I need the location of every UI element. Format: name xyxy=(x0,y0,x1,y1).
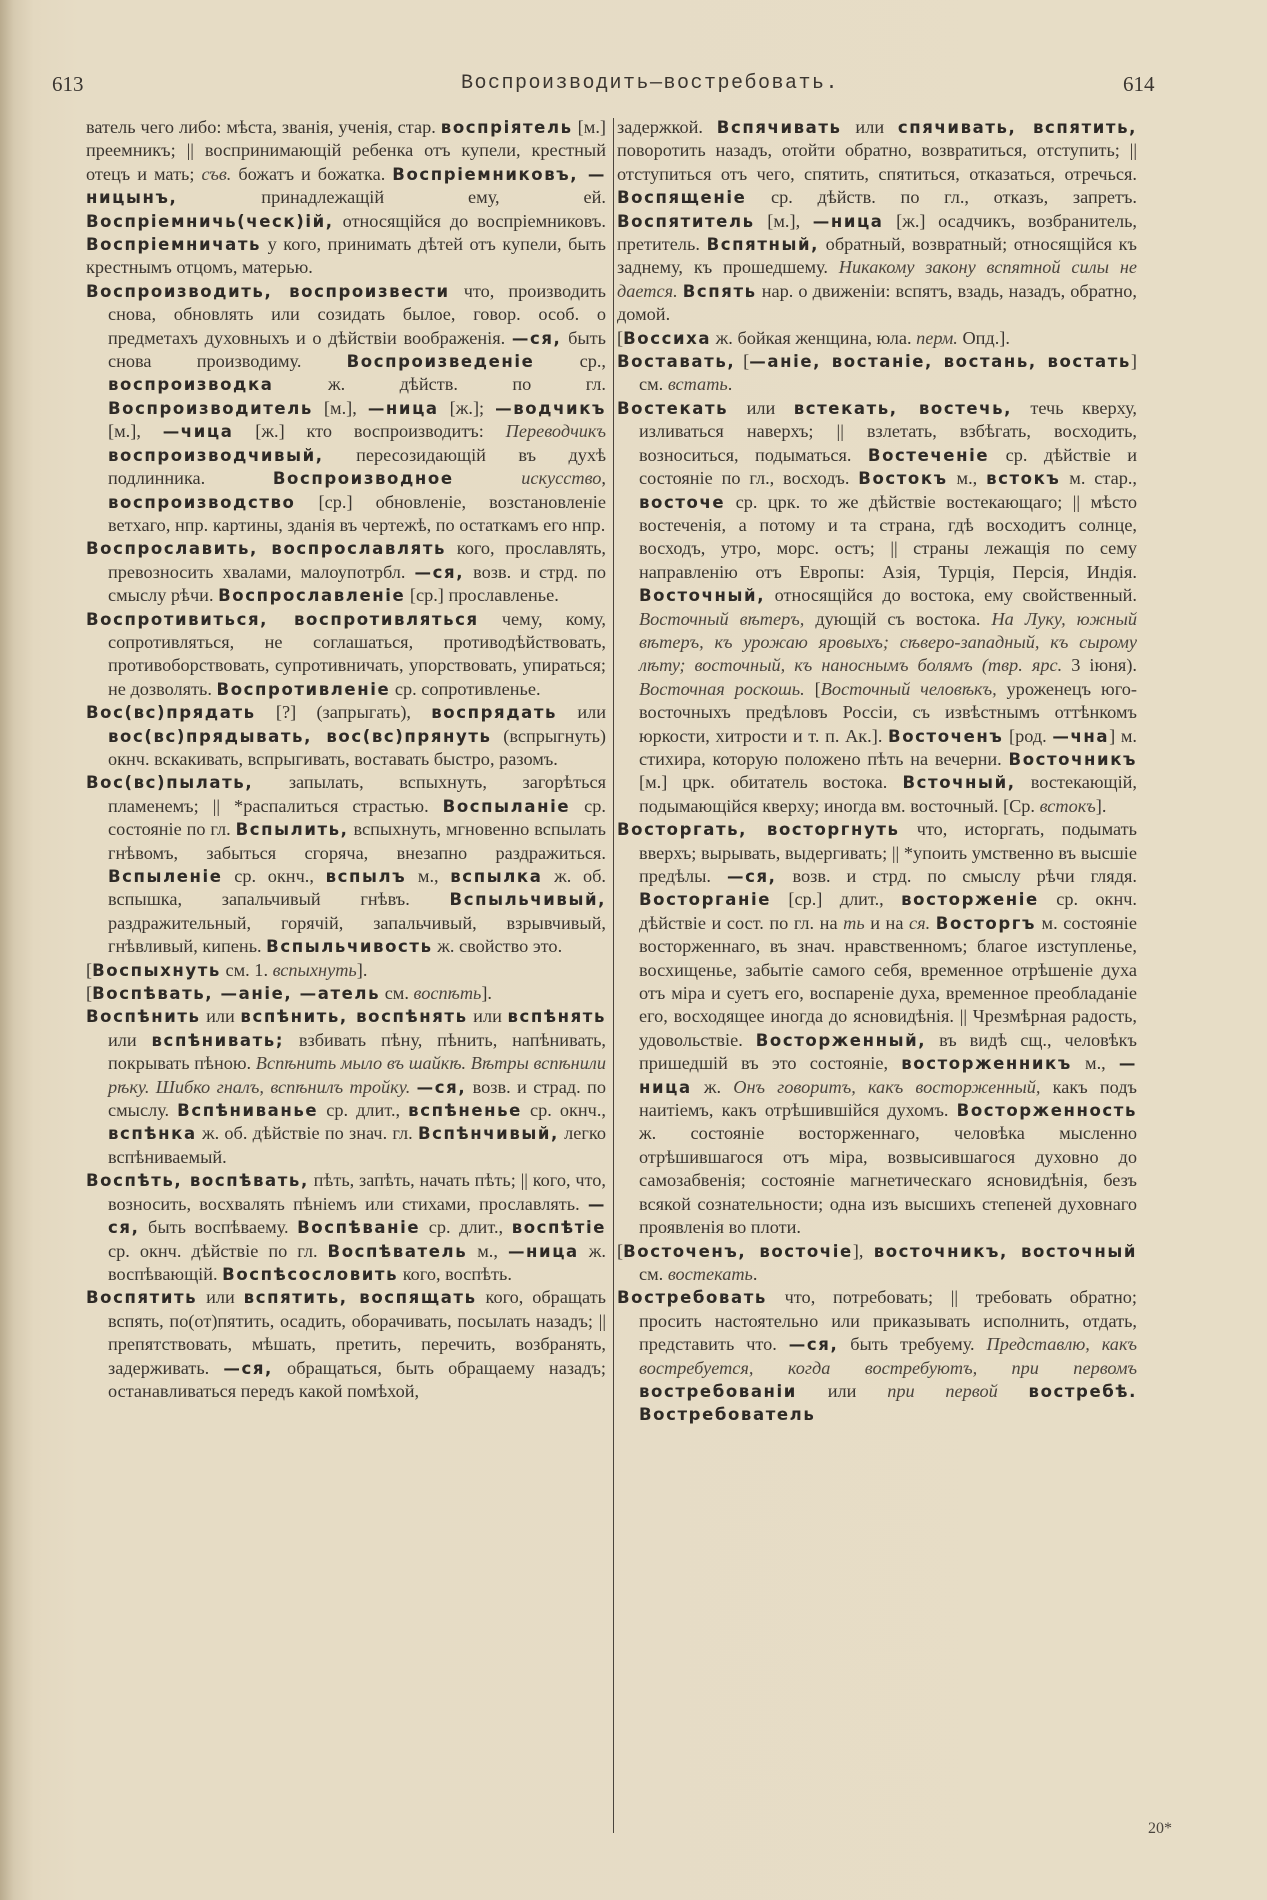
page-number-left: 613 xyxy=(52,72,84,96)
dictionary-entry xyxy=(86,1169,606,1286)
left-column xyxy=(86,116,606,1403)
headword: восточе xyxy=(639,492,726,512)
definition-text: см. 1. xyxy=(220,959,273,980)
definition-text: возв. и стрд. по смыслу рѣчи. xyxy=(108,561,606,606)
definition-text: ж. свойство это. xyxy=(432,936,563,957)
headword: встекать, востечь, xyxy=(793,398,1012,418)
headword: Воспѣвать, —аніе, —атель xyxy=(92,984,381,1004)
dictionary-entry xyxy=(86,701,606,771)
headword: Восточенъ, восточіе xyxy=(623,1241,853,1261)
definition-text: ж. состояніе восторженнаго, человѣка мысленно отрѣшившагося отъ міра, возвысившагося духовно до самозабвенія; состояніе магнетическаго ясновидѣнія, безъ всякой сознательности; одна изъ высшихъ степеней духовнаго проявленія во плоти. xyxy=(639,1123,1137,1238)
headword: воспѣтіе xyxy=(511,1218,606,1238)
definition-text: относящійся до востока, ему свойственный. xyxy=(765,585,1137,606)
definition-text: см. xyxy=(380,983,414,1004)
headword: воспроизводчивый, xyxy=(108,445,324,465)
definition-text: ж. воспѣвающій. xyxy=(108,1240,606,1284)
definition-text: или xyxy=(728,397,794,418)
definition-text: [?] (запрыгать), xyxy=(255,702,432,723)
definition-text: [ xyxy=(735,351,750,372)
headword: Востребователь xyxy=(639,1405,816,1425)
headword: Восторженный, xyxy=(755,1030,927,1050)
definition-text: ватель чего либо: мѣста, званія, ученія, стар. xyxy=(86,117,441,137)
definition-text: ], xyxy=(852,1240,874,1261)
italic-example: Вспѣнить мыло въ шайкѣ. Вѣтры вспѣнили рѣку. Шибко гналъ, вспѣнилъ тройку. xyxy=(108,1053,606,1097)
dictionary-entry xyxy=(86,1005,606,1169)
headword: —ница xyxy=(367,398,439,418)
headword: Воспроизводить, воспроизвести xyxy=(86,281,450,301)
headword: Воспыланіе xyxy=(442,796,571,816)
headword: Вспылить, xyxy=(235,820,349,840)
headword: Воставать, xyxy=(617,352,736,372)
headword: вспѣненье xyxy=(408,1101,522,1121)
definition-text: ср. црк. то же дѣйствіе востекающаго; || мѣсто востеченія, а потому и та страна, гдѣ восходитъ солнце, восходъ, утро, морс. остъ; || страны лежащія по сему направленію отъ Европы: Азія, Турція, Персія, Индія. xyxy=(639,491,1137,582)
definition-text: ж. xyxy=(691,1076,734,1097)
definition-text: ср. дѣйств. по гл., отказъ, запретъ. xyxy=(746,187,1137,208)
headword: —ся, xyxy=(223,1358,273,1378)
headword: Вспѣнчивый, xyxy=(417,1124,559,1144)
definition-text: или xyxy=(200,1006,241,1027)
headword: Вспѣниванье xyxy=(177,1101,319,1121)
definition-text: или xyxy=(796,1380,888,1401)
headword: —ся, xyxy=(788,1335,839,1355)
headword: Востекать xyxy=(617,398,729,418)
headword: —аніе, востаніе, востань, востать xyxy=(749,352,1131,372)
definition-text: [м.], xyxy=(312,397,368,418)
definition-text xyxy=(454,468,522,488)
headword: Воспроизводитель xyxy=(108,398,313,418)
definition-text: запылать, вспыхнуть, загорѣться пламенемъ; || *распалиться страстью. xyxy=(108,772,606,816)
headword: —ница xyxy=(507,1241,579,1261)
headword: Востеченіе xyxy=(867,445,990,465)
headword: Воспроизведеніе xyxy=(346,352,535,372)
headword: —ся, xyxy=(726,867,777,886)
definition-text: [ xyxy=(617,327,624,348)
definition-text: относящійся до воспріемниковъ. xyxy=(333,210,606,231)
headword: вспылъ xyxy=(325,867,407,886)
definition-text: течь кверху, изливаться наверхъ; || взлетать, взбѣгать, восходить, возноситься, подыматься. xyxy=(639,397,1137,465)
definition-text: взбивать пѣну, пѣнить, напѣнивать, покрывать пѣною. xyxy=(108,1029,606,1074)
running-header xyxy=(0,72,1267,102)
definition-text: см. xyxy=(639,1263,668,1284)
headword: —ница xyxy=(639,1054,1137,1097)
italic-example: съв. xyxy=(201,163,232,184)
definition-text: [м.] преемникъ; || воспринимающій ребенка отъ купели, крестный отецъ и мать; xyxy=(86,117,606,184)
definition-text: задержкой. xyxy=(617,117,717,137)
headword: Воспѣваніе xyxy=(297,1218,421,1238)
definition-text: ср. сопротивленье. xyxy=(390,678,541,699)
headword: —чна xyxy=(1052,726,1110,746)
definition-text: [род. xyxy=(1003,725,1053,746)
definition-text: м., xyxy=(467,1240,508,1261)
headword: —водчикъ xyxy=(495,398,606,418)
definition-text: легко вспѣниваемый. xyxy=(108,1123,606,1167)
headword: востребѣ. xyxy=(1028,1381,1137,1401)
definition-text: [м.], xyxy=(108,421,163,442)
italic-example: Восточная роскошь. xyxy=(639,678,805,699)
definition-text: или xyxy=(197,1287,244,1308)
dictionary-entry xyxy=(86,280,606,537)
definition-text: ср. окнч. дѣйствіе по гл. xyxy=(108,1240,328,1261)
definition-text: [ж.] кто воспроизводитъ: xyxy=(233,421,506,442)
definition-text: возв. и стрд. по смыслу рѣчи глядя. xyxy=(776,866,1137,886)
definition-text: [м.], xyxy=(754,210,813,231)
definition-text: или xyxy=(841,117,898,137)
definition-text: . xyxy=(752,1263,758,1284)
definition-text: ] м. стихира, которую положено пѣть на вечерни. xyxy=(639,725,1137,769)
definition-text: у кого, принимать дѣтей отъ купели, быть крестнымъ отцомъ, матерью. xyxy=(86,234,606,278)
headword: восточникъ, восточный xyxy=(873,1241,1138,1261)
italic-example: вспыхнуть xyxy=(272,959,357,980)
definition-text: м., xyxy=(406,866,451,886)
definition-text: или xyxy=(108,1029,152,1050)
italic-example: Восточный человѣкъ, xyxy=(820,678,997,699)
right-column xyxy=(617,116,1137,1427)
definition-text: м., xyxy=(1071,1053,1119,1074)
headword: Восторженность xyxy=(956,1101,1137,1121)
definition-text: 3 іюня). xyxy=(1062,655,1137,676)
headword: —ся, xyxy=(511,328,562,348)
headword: Востокъ xyxy=(858,469,948,489)
italic-example: перм. xyxy=(916,327,958,348)
headword: Вспыльчивый, xyxy=(449,890,606,910)
italic-example: На Луку, южный вѣтеръ, къ урожаю яровыхъ; сѣверо-западный, къ сырому лѣту; восточный, къ наноснымъ болямъ (твр. ярс. xyxy=(639,608,1137,676)
definition-text: [м.] црк. обитатель востока. xyxy=(639,772,903,793)
dictionary-entry xyxy=(86,116,606,280)
headword: Вспятный, xyxy=(706,235,820,255)
definition-text: что, потребовать; || требовать обратно; просить настоятельно или приказывать исполнить, отдать, представить что. xyxy=(639,1287,1137,1355)
headword: вспѣнить, воспѣнять xyxy=(240,1007,468,1027)
definition-text: ж. об. вспышка, запальчивый гнѣвъ. xyxy=(108,866,606,910)
definition-text: быть снова производиму. xyxy=(108,327,606,372)
headword: воспріятель xyxy=(440,118,573,137)
headword: Вспыльчивость xyxy=(266,937,433,957)
definition-text: раздражительный, горячій, запальчивый, взрывчивый, гнѣвливый, кипень. xyxy=(108,912,606,957)
headword: вспятить, воспящать xyxy=(243,1288,477,1308)
definition-text: быть воспѣваему. xyxy=(139,1217,298,1238)
italic-example: воспѣть xyxy=(413,983,482,1004)
definition-text: ]. xyxy=(356,959,368,980)
definition-text: [ xyxy=(804,678,821,699)
definition-text: ] см. xyxy=(639,351,1137,395)
definition-text: пѣть, запѣть, начать пѣть; || кого, что, возносить, восхвалять пѣніемъ или стихами, прославлять. xyxy=(108,1170,607,1214)
italic-example: Никакому закону вспятной силы не дается. xyxy=(617,257,1138,301)
dictionary-entry xyxy=(86,537,606,607)
headword: вспѣнка xyxy=(108,1124,197,1144)
definition-text: [ср.] обновленіе, возстановленіе ветхаго, нпр. картины, зданія въ чертежѣ, по остаткамъ его нпр. xyxy=(108,491,606,535)
headword: Вспыленіе xyxy=(108,867,223,886)
definition-text: [ж.] осадчикъ, возбранитель, претитель. xyxy=(617,210,1137,255)
dictionary-entry xyxy=(617,1240,1137,1287)
headword: Вос(вс)пылать, xyxy=(86,773,254,793)
italic-example: востекать xyxy=(667,1263,753,1284)
definition-text: обратный, возвратный; относящійся къ заднему, къ прошедшему. xyxy=(617,234,1137,278)
headword: Воспріемниковъ, —ницынъ, xyxy=(86,164,606,208)
dictionary-entry xyxy=(617,1286,1137,1426)
headword: воспроизводка xyxy=(108,375,274,395)
headword: Восторганіе xyxy=(639,890,772,910)
italic-example: встокъ xyxy=(1039,795,1096,816)
column-divider xyxy=(613,118,614,1833)
headword: спячивать, вспятить, xyxy=(897,118,1137,137)
definition-text: [ xyxy=(617,1240,624,1261)
dictionary-entry xyxy=(617,818,1137,1239)
definition-text: ]. xyxy=(1095,795,1107,816)
definition-text: или xyxy=(557,702,607,723)
definition-text: поворотить назадъ, отойти обратно, возвратиться, отступить; || отступиться отъ чего, спятить, спятиться, отказаться, отречься. xyxy=(617,140,1137,184)
headword: Воспротивиться, воспротивляться xyxy=(86,609,479,629)
definition-text: ср., xyxy=(534,351,606,372)
dictionary-entry xyxy=(617,397,1137,818)
dictionary-entry xyxy=(617,116,1137,327)
definition-text: уроженецъ юго-восточныхъ предѣловъ Россіи, съ извѣстнымъ оттѣнкомъ юркости, хитрости и т. п. Ак.]. xyxy=(639,678,1137,746)
headword: Восточенъ xyxy=(888,726,1004,746)
headword: Воспротивленіе xyxy=(216,679,391,699)
headword: Вспячивать xyxy=(716,118,842,137)
italic-example: при первой xyxy=(887,1380,998,1401)
definition-text: нар. о движеніи: вспятъ, взадь, назадъ, обратно, домой. xyxy=(617,280,1137,325)
definition-text: ср. дѣйствіе и состояніе по гл., восходъ. xyxy=(639,444,1137,489)
italic-example: встать xyxy=(667,374,728,395)
definition-text: м. состояніе восторженнаго, въ знач. нравственномъ; благое изступленье, восхищенье, забытіе самого себя, временное отрѣшеніе духа отъ міра и суетъ его, воспареніе духа, временное преобладаніе его, восходящее иногда до ясновидѣнія. || Чрезмѣрная радость, удовольствіе. xyxy=(639,912,1137,1050)
definition-text: принадлежащій ему, ей. xyxy=(177,187,606,208)
definition-text: чему, кому, сопротивляться, не соглашаться, противодѣйствовать, противоборствовать, супротивничать, упорствовать, упираться; не дозволять. xyxy=(108,608,606,699)
italic-example: Представлю, какъ востребуется, когда востребуютъ, при первомъ xyxy=(639,1334,1137,1378)
definition-text xyxy=(998,1381,1029,1401)
definition-text: м., xyxy=(947,468,987,489)
definition-text: въ видѣ сщ., человѣкъ пришедшій въ это состояніе, xyxy=(639,1029,1137,1074)
headword: Вспять xyxy=(682,281,757,301)
headword: Воспятить xyxy=(86,1288,198,1308)
definition-text: обращаться, быть обращаему назадъ; останавливаться передъ какой помѣхой, xyxy=(108,1357,606,1401)
definition-text: ж. бойкая женщина, юла. xyxy=(711,327,917,348)
definition-text: (вспрыгнуть) окнч. вскакивать, вспрыгивать, воставать быстро, разомъ. xyxy=(108,725,606,769)
definition-text: востекающій, подымающійся кверху; иногда вм. восточный. [Ср. xyxy=(639,772,1137,816)
headword: —чица xyxy=(162,422,234,442)
definition-text: [ср.] длит., xyxy=(771,889,902,910)
definition-text: ср. длит., xyxy=(318,1100,409,1121)
definition-text: кого, обращать вспять, по(от)пятить, осадить, оборачивать, посылать назадъ; || препятствовать, мѣшать, претить, перечить, возбранять, задерживать. xyxy=(108,1287,606,1378)
headword: восторженіе xyxy=(901,890,1039,910)
definition-text: ж. дѣйств. по гл. xyxy=(273,374,606,395)
definition-text: божатъ и божатка. xyxy=(231,163,393,184)
headword: вос(вс)прядывать, вос(вс)прянуть xyxy=(108,726,492,746)
page-number-right: 614 xyxy=(1123,72,1155,96)
headword: Воспѣватель xyxy=(327,1241,468,1261)
definition-text: [ж.]; xyxy=(438,397,496,418)
definition-text: ср. окнч. дѣйствіе и сост. по гл. на xyxy=(639,889,1137,933)
definition-text: [ср.] прославленье. xyxy=(405,585,559,606)
headword: Воспріемничать xyxy=(86,235,262,255)
headword: вспѣнивать; xyxy=(151,1030,285,1050)
headword: Воспятитель xyxy=(617,211,755,231)
dictionary-entry xyxy=(617,327,1137,350)
dictionary-entry xyxy=(86,771,606,958)
definition-text: [ xyxy=(86,959,93,980)
italic-example: Переводчикъ xyxy=(505,421,606,442)
headword: —ся, xyxy=(108,1194,606,1238)
definition-text: пересозидающій въ духѣ подлинника. xyxy=(108,444,606,489)
headword: Восточный, xyxy=(639,586,766,606)
definition-text: что, производить снова, обновлять или созидать былое, говор. особ. о предметахъ духовныхъ и о дѣйствіи воображенія. xyxy=(108,280,606,348)
headword: Воспѣнить xyxy=(86,1007,201,1027)
headword: —ся, xyxy=(416,1077,467,1097)
definition-text: ср. окнч., xyxy=(222,866,326,886)
italic-example: ть xyxy=(843,912,865,933)
italic-example: ся. xyxy=(909,912,931,933)
headword: Воспріемничь(ческ)ій, xyxy=(86,211,334,231)
definition-text: и на xyxy=(864,912,910,933)
headword: —ница xyxy=(812,211,884,231)
headword: воспрядать xyxy=(431,703,558,723)
definition-text: какъ подъ наитіемъ, какъ отрѣшившійся духомъ. xyxy=(639,1076,1137,1121)
definition-text: кого, воспѣть. xyxy=(398,1263,512,1284)
dictionary-entry xyxy=(617,350,1137,397)
headword: Воспѣсословить xyxy=(222,1264,399,1284)
headword: Восторгать, восторгнуть xyxy=(617,820,900,840)
headword: воспроизводство xyxy=(108,492,296,512)
definition-text: быть требуему. xyxy=(838,1334,987,1355)
definition-text: что, исторгать, подымать вверхъ; вырывать, выдергивать; || *упоить умственно въ высшіе предѣлы. xyxy=(639,819,1137,886)
definition-text: м. стар., xyxy=(1060,468,1137,489)
signature-mark: 20* xyxy=(1148,1820,1172,1837)
dictionary-entry xyxy=(86,959,606,982)
definition-text: дующій съ востока. xyxy=(804,608,992,629)
headword: восторженникъ xyxy=(901,1054,1072,1074)
definition-text: ср. состояніе по гл. xyxy=(108,795,606,840)
headword: встокъ xyxy=(986,469,1061,489)
definition-text: [ xyxy=(86,983,93,1004)
italic-example: Онъ говоритъ, какъ восторженный, xyxy=(733,1076,1041,1097)
headword: Воспященіе xyxy=(617,188,747,208)
headword: Востребовать xyxy=(617,1288,767,1308)
italic-example: Восточный вѣтеръ, xyxy=(639,608,805,629)
headword: Всточный, xyxy=(902,773,1016,793)
dictionary-entry xyxy=(86,982,606,1005)
definition-text: ср. длит., xyxy=(420,1217,512,1238)
headword: Воспыхнуть xyxy=(92,960,221,980)
headword: —ся, xyxy=(414,562,465,582)
dictionary-entry xyxy=(86,608,606,702)
dictionary-entry xyxy=(86,1286,606,1403)
headword: вспылка xyxy=(450,867,543,886)
headword: вспѣнять xyxy=(507,1007,606,1027)
definition-text: . xyxy=(727,374,733,395)
headword: Воспѣть, воспѣвать, xyxy=(86,1171,309,1191)
headword: Восточникъ xyxy=(1008,749,1137,769)
definition-text: кого, прославлять, превозносить хвалами, малоупотрбл. xyxy=(108,538,607,582)
definition-text: или xyxy=(467,1006,508,1027)
headword: востребованіи xyxy=(639,1381,797,1401)
definition-text: ср. окнч., xyxy=(521,1100,607,1121)
definition-text: , xyxy=(601,468,606,489)
definition-text: возв. и страд. по смыслу. xyxy=(108,1076,606,1121)
headword: Воспроизводное xyxy=(272,469,454,489)
headword: Вос(вс)прядать xyxy=(86,703,256,723)
definition-text: Опд.]. xyxy=(957,327,1010,348)
definition-text: ]. xyxy=(481,983,493,1004)
italic-example: искусство xyxy=(521,468,602,489)
headword: Воспрославить, воспрославлять xyxy=(86,539,447,559)
running-title: Воспроизводить—востребовать. xyxy=(460,72,840,95)
definition-text: ж. об. дѣйствіе по знач. гл. xyxy=(196,1123,418,1144)
headword: Воссиха xyxy=(623,328,712,348)
headword: Восторгъ xyxy=(935,913,1036,933)
headword: Воспрославленіе xyxy=(218,586,406,606)
definition-text: вспыхнуть, мгновенно вспылать гнѣвомъ, забыться сгоряча, внезапно раздражиться. xyxy=(108,819,606,863)
